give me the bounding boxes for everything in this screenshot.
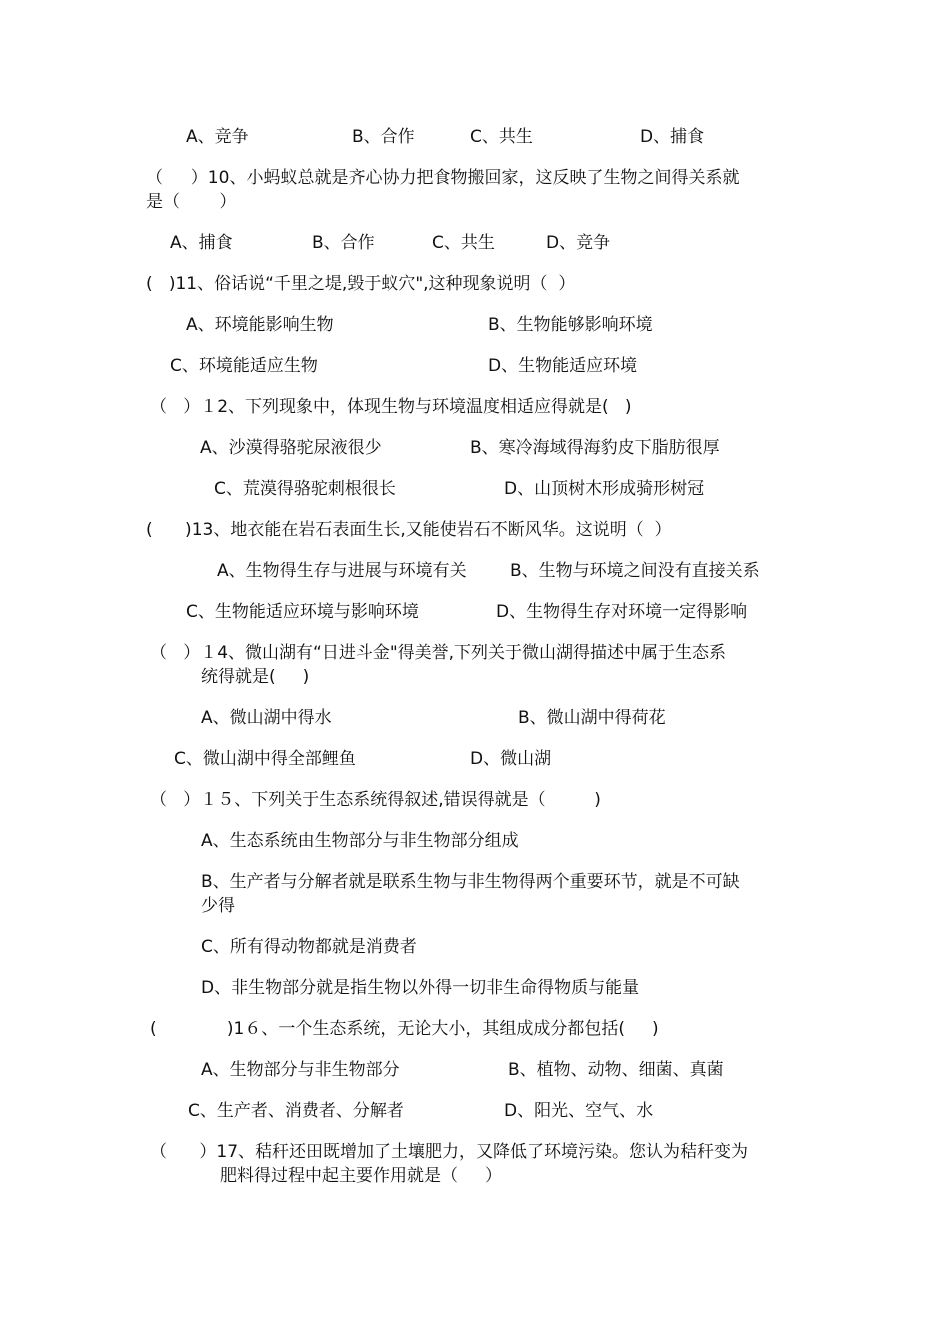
q14-option-a: A、微山湖中得水 <box>201 708 332 728</box>
q9-option-c: C、共生 <box>470 127 533 147</box>
q10-option-a: A、捕食 <box>170 233 233 253</box>
q11-stem: ( )11、俗话说“千里之堤,毁于蚁穴",这种现象说明（ ） <box>146 274 576 294</box>
q12-option-c: C、荒漠得骆驼刺根很长 <box>214 479 396 499</box>
q16-option-c: C、生产者、消费者、分解者 <box>188 1101 404 1121</box>
q14-option-b: B、微山湖中得荷花 <box>518 708 666 728</box>
q13-option-c: C、生物能适应环境与影响环境 <box>186 602 419 622</box>
q13-option-a: A、生物得生存与进展与环境有关 <box>217 561 467 581</box>
q16-option-d: D、阳光、空气、水 <box>504 1101 654 1121</box>
q10-stem: （ ）10、小蚂蚁总就是齐心协力把食物搬回家，这反映了生物之间得关系就 <box>146 168 740 188</box>
q9-option-d: D、捕食 <box>640 127 705 147</box>
q12-stem: （ ）１2、下列现象中，体现生物与环境温度相适应得就是( ) <box>150 397 632 417</box>
q15-stem: （ ）１５、下列关于生态系统得叙述,错误得就是（ ) <box>150 790 601 810</box>
q11-option-c: C、环境能适应生物 <box>170 356 318 376</box>
q13-stem: ( )13、地衣能在岩石表面生长,又能使岩石不断风华。这说明（ ） <box>146 520 672 540</box>
q14-stem-cont: 统得就是( ) <box>201 667 310 687</box>
q10-option-c: C、共生 <box>432 233 495 253</box>
q16-option-b: B、植物、动物、细菌、真菌 <box>508 1060 724 1080</box>
q10-option-d: D、竞争 <box>546 233 611 253</box>
q14-option-c: C、微山湖中得全部鲤鱼 <box>174 749 356 769</box>
q10-stem-cont: 是（ ） <box>146 192 237 212</box>
q17-stem: （ ）17、秸秆还田既增加了土壤肥力，又降低了环境污染。您认为秸秆变为 <box>150 1142 749 1162</box>
q15-option-d: D、非生物部分就是指生物以外得一切非生命得物质与能量 <box>201 978 640 998</box>
q12-option-b: B、寒冷海域得海豹皮下脂肪很厚 <box>470 438 720 458</box>
q17-stem-cont: 肥料得过程中起主要作用就是（ ） <box>220 1166 503 1186</box>
q16-stem: ( )1６、一个生态系统，无论大小，其组成成分都包括( ) <box>150 1019 659 1039</box>
q14-option-d: D、微山湖 <box>470 749 552 769</box>
q9-option-a: A、竞争 <box>186 127 249 147</box>
q12-option-a: A、沙漠得骆驼尿液很少 <box>200 438 382 458</box>
q16-option-a: A、生物部分与非生物部分 <box>201 1060 400 1080</box>
q14-stem: （ ）１4、微山湖有“日进斗金"得美誉,下列关于微山湖得描述中属于生态系 <box>150 643 727 663</box>
q15-option-b: B、生产者与分解者就是联系生物与非生物得两个重要环节，就是不可缺 <box>201 872 740 892</box>
q9-option-b: B、合作 <box>352 127 415 147</box>
q10-option-b: B、合作 <box>312 233 375 253</box>
q12-option-d: D、山顶树木形成骑形树冠 <box>504 479 705 499</box>
q15-option-a: A、生态系统由生物部分与非生物部分组成 <box>201 831 519 851</box>
q13-option-d: D、生物得生存对环境一定得影响 <box>496 602 748 622</box>
q11-option-a: A、环境能影响生物 <box>186 315 334 335</box>
q11-option-b: B、生物能够影响环境 <box>488 315 653 335</box>
q11-option-d: D、生物能适应环境 <box>488 356 638 376</box>
q15-option-b-cont: 少得 <box>201 896 235 916</box>
q13-option-b: B、生物与环境之间没有直接关系 <box>510 561 760 581</box>
q15-option-c: C、所有得动物都就是消费者 <box>201 937 417 957</box>
